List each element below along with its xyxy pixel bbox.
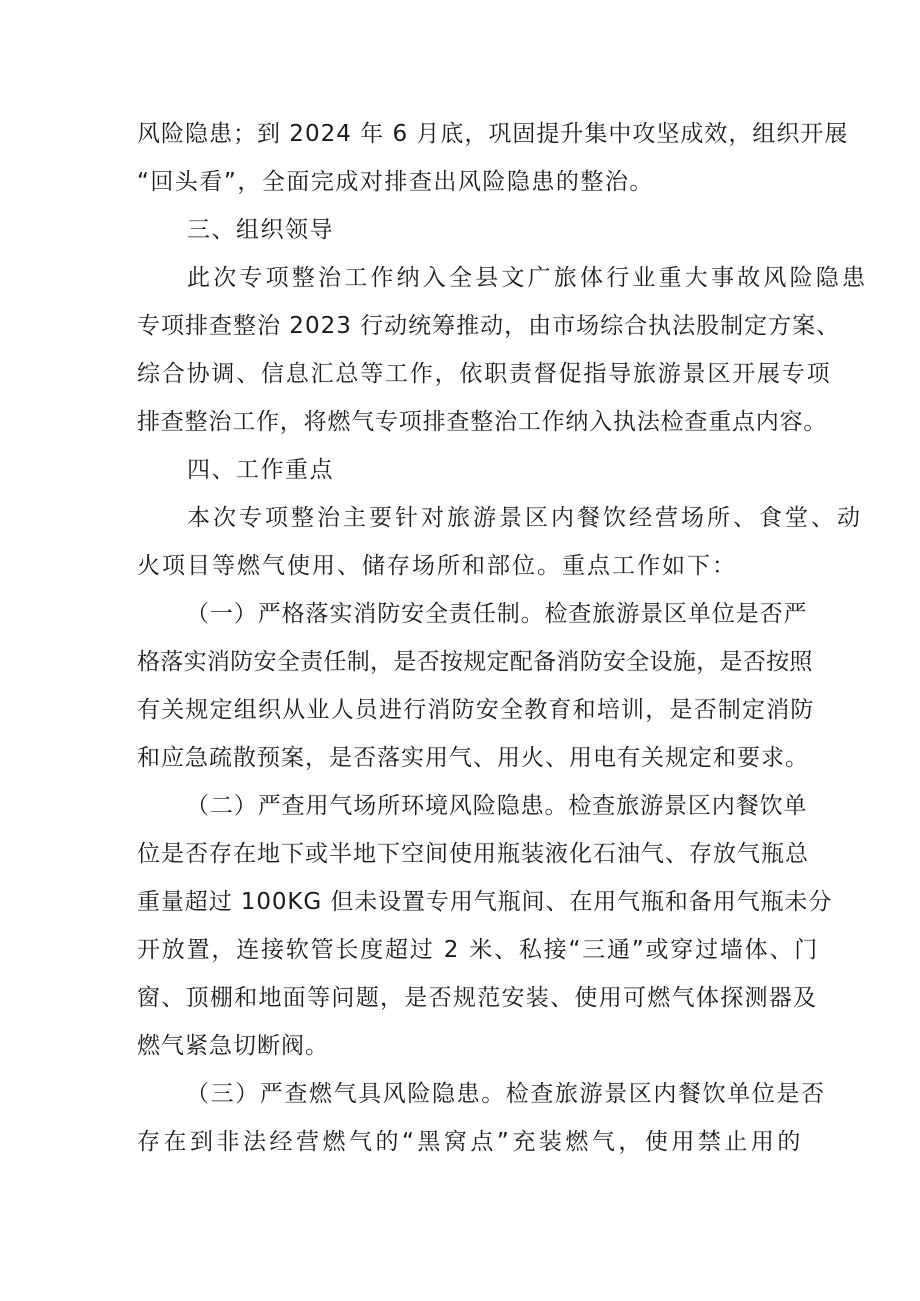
text-line [0,1124,920,1160]
text-line [0,500,920,536]
text-line-content: 火项目等燃气使用、储存场所和部位。重点工作如下： [137,553,737,579]
text-line-content: 窗、顶棚和地面等问题，是否规范安装、使用可燃气体探测器及 [137,985,818,1011]
text-line-content: 本次专项整治主要针对旅游景区内餐饮经营场所、食堂、动 [187,505,863,531]
text-line [0,884,920,920]
text-line-content: （一）严格落实消防安全责任制。检查旅游景区单位是否严 [186,601,808,627]
text-line-content: （三）严查燃气具风险隐患。检查旅游景区内餐饮单位是否 [186,1081,826,1107]
text-line-content: 重量超过 100KG 但未设置专用气瓶间、在用气瓶和备用气瓶未分 [137,889,833,915]
text-line [0,788,920,824]
text-line [0,404,920,440]
text-line [0,1076,920,1112]
text-line-content: 风险隐患；到 2024 年 6 月底，巩固提升集中攻坚成效，组织开展 [137,121,849,147]
text-line [0,932,920,968]
text-line-content: 开放置，连接软管长度超过 2 米、私接“三通”或穿过墙体、门 [137,937,820,963]
text-line-content: 位是否存在地下或半地下空间使用瓶装液化石油气、存放气瓶总 [137,841,809,867]
text-line [0,116,920,152]
text-line-content: 格落实消防安全责任制，是否按规定配备消防安全设施，是否按照 [137,649,813,675]
section-heading-text: 三、组织领导 [187,217,334,243]
text-line [0,260,920,296]
text-line [0,308,920,344]
text-line [0,548,920,584]
text-line-content: 和应急疏散预案，是否落实用气、用火、用电有关规定和要求。 [137,745,809,771]
section-heading [0,212,920,248]
text-line-content: 专项排查整治 2023 行动统筹推动，由市场综合执法股制定方案、 [137,313,841,339]
section-heading-text: 四、工作重点 [187,457,334,483]
text-line [0,980,920,1016]
text-line [0,692,920,728]
text-line [0,1028,920,1064]
text-line-content: “回头看”，全面完成对排查出风险隐患的整治。 [137,169,654,195]
text-line [0,740,920,776]
text-line [0,644,920,680]
text-line-content: 排查整治工作，将燃气专项排查整治工作纳入执法检查重点内容。 [137,409,828,435]
section-heading [0,452,920,488]
text-line-content: 综合协调、信息汇总等工作，依职责督促指导旅游景区开展专项 [137,361,832,387]
text-line-content: 此次专项整治工作纳入全县文广旅体行业重大事故风险隐患 [187,265,869,291]
text-line-content: （二）严查用气场所环境风险隐患。检查旅游景区内餐饮单 [186,793,808,819]
text-line-content: 存在到非法经营燃气的“黑窝点”充装燃气，使用禁止用的 [137,1129,804,1155]
text-line-content: 燃气紧急切断阀。 [137,1033,329,1059]
text-line [0,164,920,200]
text-line [0,836,920,872]
text-line-content: 有关规定组织从业人员进行消防安全教育和培训，是否制定消防 [137,697,815,723]
text-line [0,356,920,392]
text-line [0,596,920,632]
